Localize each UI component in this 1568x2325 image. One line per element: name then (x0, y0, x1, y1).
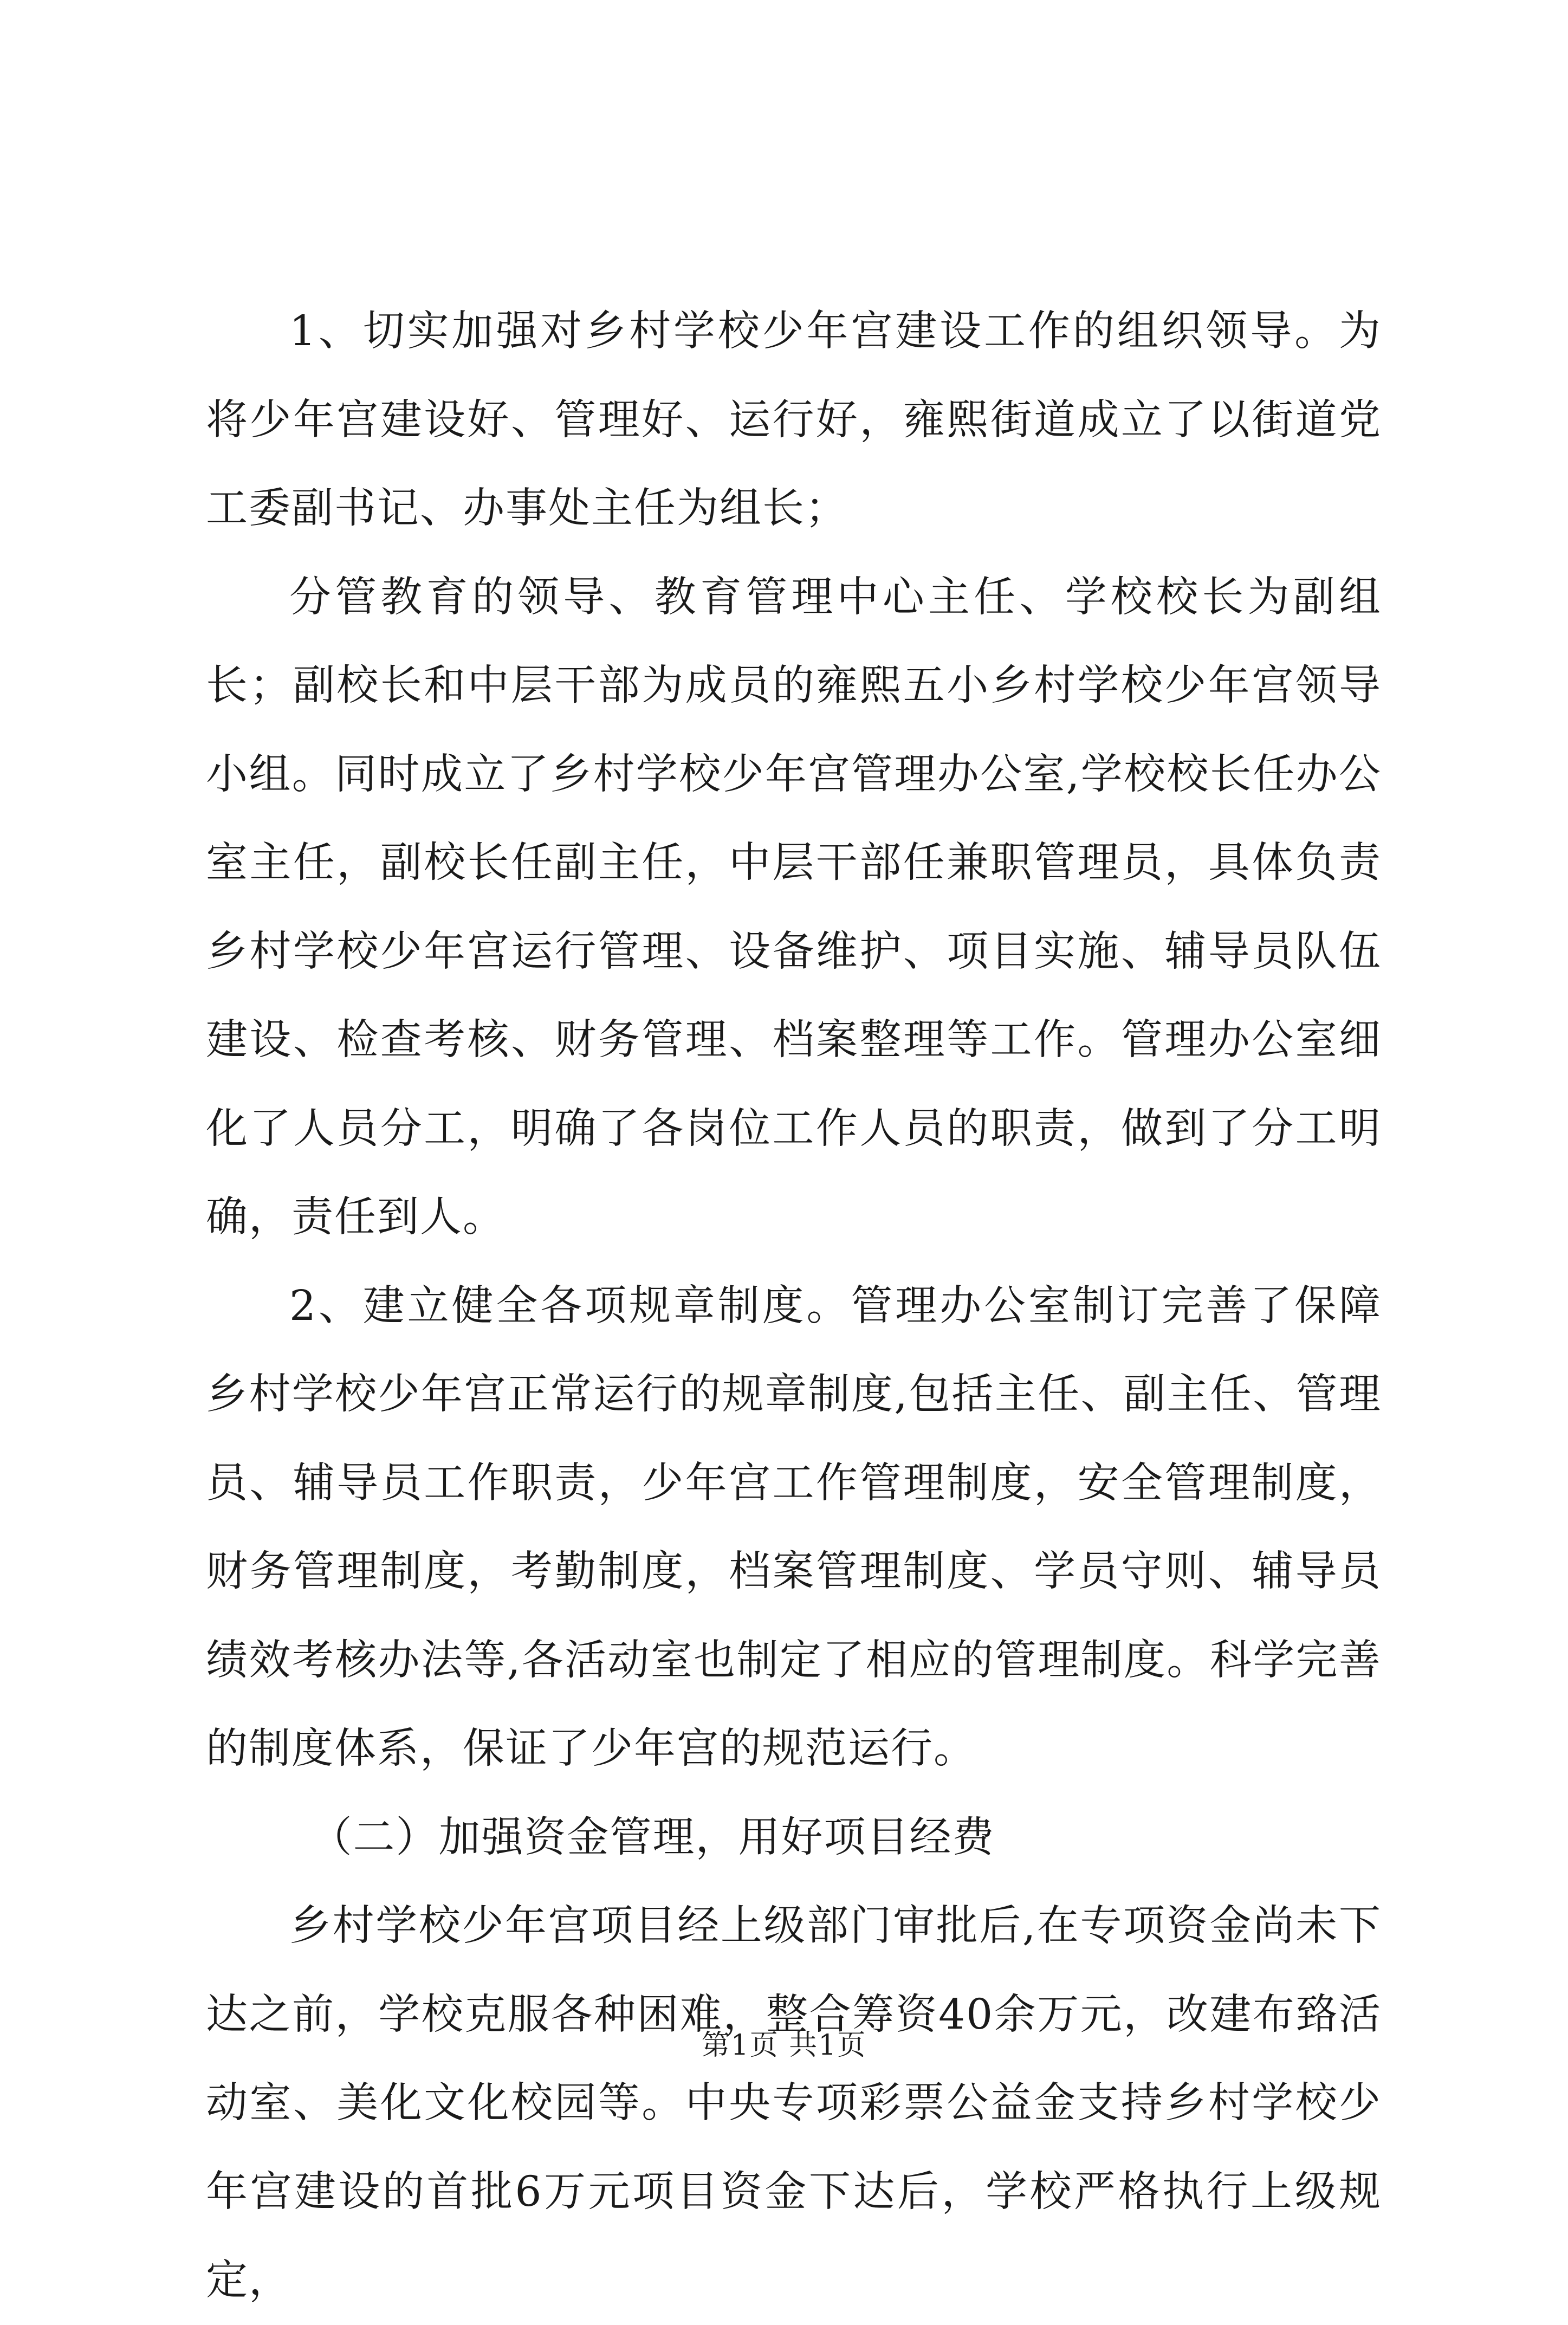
section-heading-fund-management: （二）加强资金管理，用好项目经费 (310, 1813, 995, 1862)
paragraph-leadership-group: 分管教育的领导、教育管理中心主任、学校校长为副组长；副校长和中层干部为成员的雍熙五小乡村学校少年宫领导小组。同时成立了乡村学校少年宫管理办公室,学校校长任办公室主任，副校长任副主任，中层干部任兼职管理员，具体负责乡村学校少年宫运行管理、设备维护、项目实施、辅导员队伍建设、检查考核、财务管理、档案整理等工作。管理办公室细化了人员分工，明确了各岗位工作人员的职责，做到了分工明确，责任到人。 (206, 573, 1382, 1241)
paragraph-fund-management: 乡村学校少年宫项目经上级部门审批后,在专项资金尚未下达之前，学校克服各种困难，整合筹资40余万元，改建布臵活动室、美化文化校园等。中央专项彩票公益金支持乡村学校少年宫建设的首批6万元项目资金下达后，学校严格执行上级规定， (206, 1902, 1382, 2304)
paragraph-rules-regulations: 2、建立健全各项规章制度。管理办公室制订完善了保障乡村学校少年宫正常运行的规章制度,包括主任、副主任、管理员、辅导员工作职责，少年宫工作管理制度，安全管理制度，财务管理制度，考勤制度，档案管理制度、学员守则、辅导员绩效考核办法等,各活动室也制定了相应的管理制度。科学完善的制度体系，保证了少年宫的规范运行。 (206, 1281, 1382, 1773)
paragraph-organization-leadership: 1、切实加强对乡村学校少年宫建设工作的组织领导。为将少年宫建设好、管理好、运行好，雍熙街道成立了以街道党工委副书记、办事处主任为组长； (206, 307, 1382, 533)
document-body (206, 287, 1382, 2325)
page-footer: 第1页 共1页 (701, 2029, 867, 2062)
